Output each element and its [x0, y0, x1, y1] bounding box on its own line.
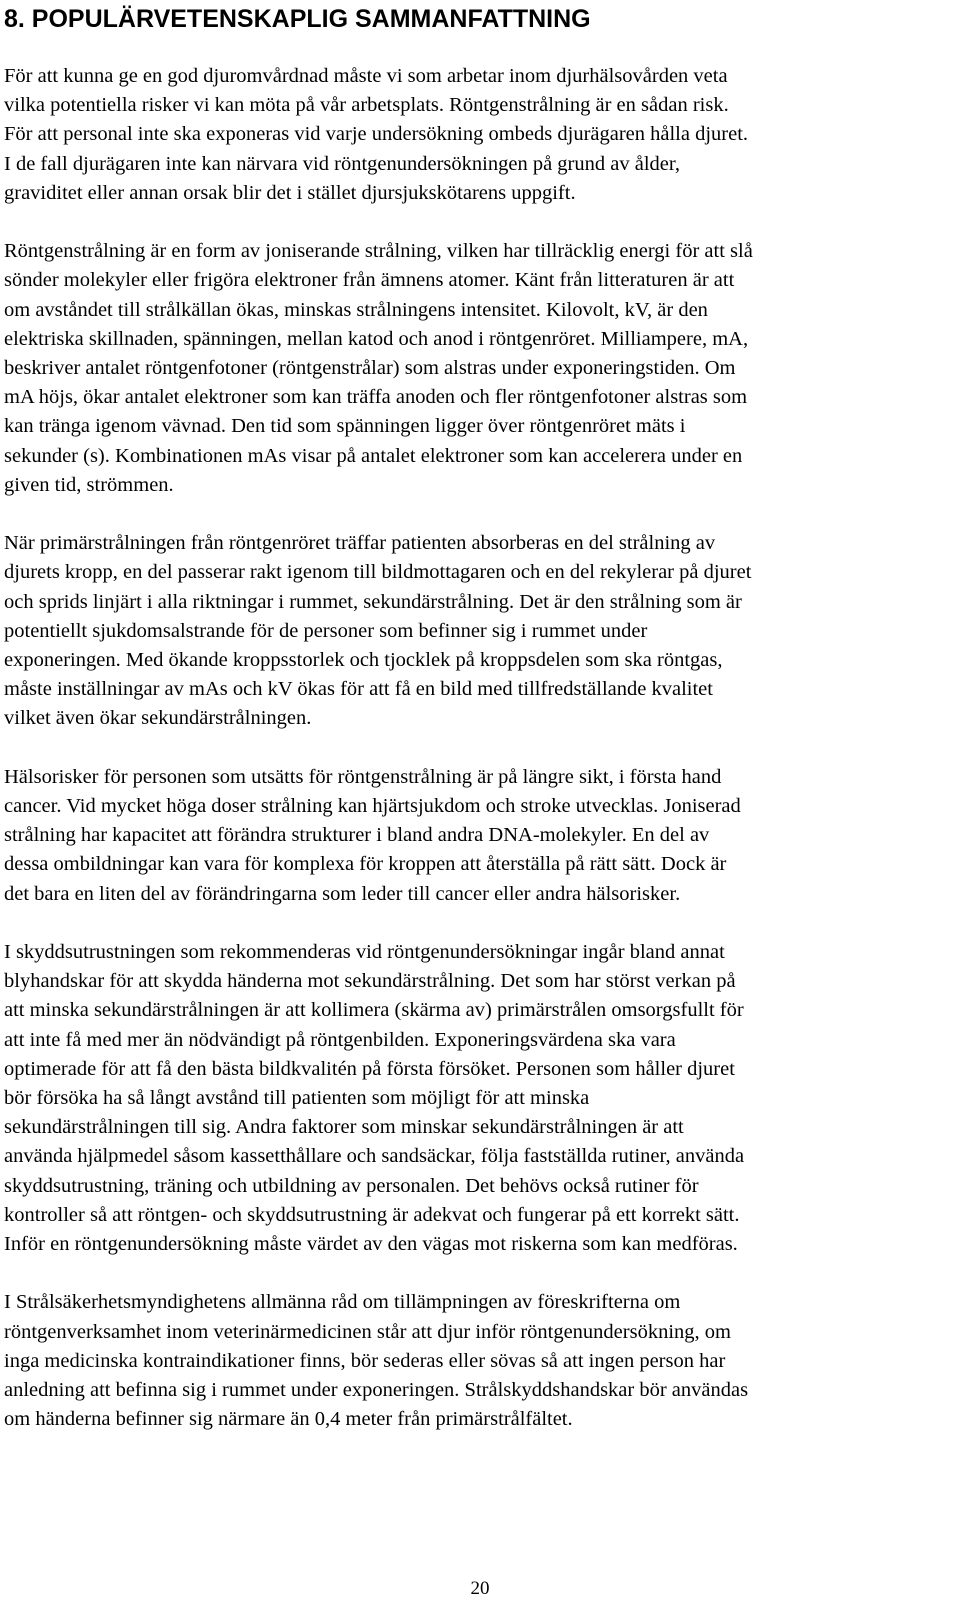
text-line: graviditet eller annan orsak blir det i stället djursjukskötarens uppgift. [4, 181, 576, 204]
text-line: kontroller så att röntgen- och skyddsutrustning är adekvat och fungerar på ett korrekt sätt. [4, 1203, 740, 1226]
text-line: det bara en liten del av förändringarna som leder till cancer eller andra hälsorisker. [4, 882, 681, 905]
text-line: måste inställningar av mAs och kV ökas för att få en bild med tillfredställande kvalitet [4, 678, 713, 701]
paragraph [4, 763, 954, 909]
text-line: mA höjs, ökar antalet elektroner som kan träffa anoden och fler röntgenfotoner alstras som [4, 386, 748, 409]
text-line: För att kunna ge en god djuromvårdnad måste vi som arbetar inom djurhälsovården veta [4, 65, 728, 87]
paragraph [4, 529, 954, 733]
text-line: inga medicinska kontraindikationer finns, bör sederas eller sövas så att ingen person har [4, 1349, 726, 1372]
text-line: I Strålsäkerhetsmyndighetens allmänna råd om tillämpningen av föreskrifterna om [4, 1291, 681, 1314]
text-line: röntgenverksamhet inom veterinärmedicinen står att djur inför röntgenundersökning, om [4, 1320, 731, 1343]
text-line: att minska sekundärstrålningen är att kollimera (skärma av) primärstrålen omsorgsfullt för [4, 999, 744, 1022]
text-line: elektriska skillnaden, spänningen, mellan katod och anod i röntgenröret. Milliampere, mA, [4, 327, 749, 350]
text-line: sekunder (s). Kombinationen mAs visar på antalet elektroner som kan accelerera under en [4, 444, 743, 467]
text-line: anledning att befinna sig i rummet under exponeringen. Strålskyddshandskar bör användas [4, 1379, 749, 1402]
paragraph [4, 1288, 954, 1434]
text-line: bör försöka ha så långt avstånd till patienten som möjligt för att minska [4, 1087, 590, 1110]
text-line: sekundärstrålningen till sig. Andra faktorer som minskar sekundärstrålningen är att [4, 1116, 684, 1139]
text-line: om händerna befinner sig närmare än 0,4 meter från primärstrålfältet. [4, 1408, 573, 1431]
paragraph [4, 938, 954, 1259]
text-line: om avståndet till strålkällan ökas, minskas strålningens intensitet. Kilovolt, kV, är den [4, 298, 708, 321]
text-line: och sprids linjärt i alla riktningar i rummet, sekundärstrålning. Det är den strålning som är [4, 590, 742, 613]
text-line: kan tränga igenom vävnad. Den tid som spänningen ligger över röntgenröret mäts i [4, 415, 686, 438]
text-line: använda hjälpmedel såsom kassetthållare och sandsäckar, följa fastställda rutiner, använda [4, 1145, 745, 1168]
text-line: Röntgenstrålning är en form av joniserande strålning, vilken har tillräcklig energi för att slå [4, 240, 753, 263]
text-line: dessa ombildningar kan vara för komplexa för kroppen att återställa på rätt sätt. Dock är [4, 853, 727, 876]
text-line: skyddsutrustning, träning och utbildning av personalen. Det behövs också rutiner för [4, 1174, 699, 1197]
text-line: strålning har kapacitet att förändra strukturer i bland andra DNA-molekyler. En del av [4, 824, 710, 847]
text-line: vilket även ökar sekundärstrålningen. [4, 707, 312, 730]
text-line: sönder molekyler eller frigöra elektroner från ämnens atomer. Känt från litteraturen är att [4, 269, 735, 292]
text-line: När primärstrålningen från röntgenröret träffar patienten absorberas en del strålning av [4, 532, 716, 555]
text-line: beskriver antalet röntgenfotoner (röntgenstrålar) som alstras under exponeringstiden. Om [4, 357, 736, 380]
text-line: exponeringen. Med ökande kroppsstorlek och tjocklek på kroppsdelen som ska röntgas, [4, 649, 723, 672]
paragraph [4, 237, 954, 500]
paragraph [4, 62, 954, 208]
text-line: Inför en röntgenundersökning måste värdet av den vägas mot riskerna som kan medföras. [4, 1233, 738, 1256]
text-line: blyhandskar för att skydda händerna mot sekundärstrålning. Det som har störst verkan på [4, 970, 736, 993]
section-heading: 8. POPULÄRVETENSKAPLIG SAMMANFATTNING [4, 5, 591, 33]
text-line: djurets kropp, en del passerar rakt igenom till bildmottagaren och en del rekylerar på djuret [4, 561, 752, 584]
text-line: I skyddsutrustningen som rekommenderas vid röntgenundersökningar ingår bland annat [4, 941, 725, 964]
body-text [4, 62, 954, 1464]
text-line: I de fall djurägaren inte kan närvara vid röntgenundersökningen på grund av ålder, [4, 152, 680, 175]
text-line: given tid, strömmen. [4, 473, 174, 496]
text-line: att inte få med mer än nödvändigt på röntgenbilden. Exponeringsvärdena ska vara [4, 1028, 676, 1051]
text-line: Hälsorisker för personen som utsätts för röntgenstrålning är på längre sikt, i första hand [4, 765, 722, 788]
text-line: cancer. Vid mycket höga doser strålning kan hjärtsjukdom och stroke utvecklas. Joniserad [4, 795, 741, 818]
text-line: För att personal inte ska exponeras vid varje undersökning ombeds djurägaren hålla djuret. [4, 123, 749, 146]
page-number: 20 [470, 1578, 490, 1599]
text-line: potentiellt sjukdomsalstrande för de personer som befinner sig i rummet under [4, 619, 648, 642]
text-line: optimerade för att få den bästa bildkvalitén på första försöket. Personen som håller djuret [4, 1057, 735, 1080]
text-line: vilka potentiella risker vi kan möta på vår arbetsplats. Röntgenstrålning är en sådan risk. [4, 94, 729, 117]
